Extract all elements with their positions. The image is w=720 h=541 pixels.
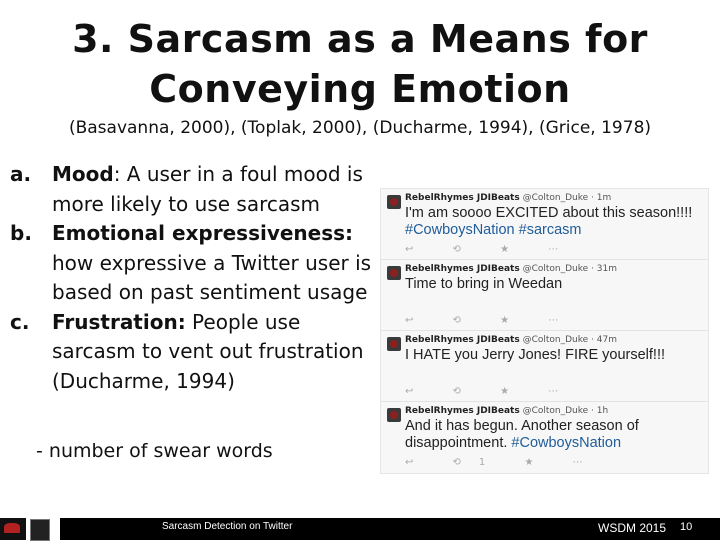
slide-title <box>40 14 680 114</box>
bullet-text: how expressive a Twitter user is based on past sentiment usage <box>52 250 372 304</box>
tweet-text <box>405 347 703 364</box>
tweet-author: RebelRhymes JDIBeats <box>405 406 520 416</box>
bullet-lead: Mood <box>52 162 114 186</box>
avatar <box>387 266 401 280</box>
tweet-author: RebelRhymes JDIBeats <box>405 335 520 345</box>
tweet-action-icons: ↩ ⟲ ★ ⋯ <box>405 315 577 326</box>
citations: (Basavanna, 2000), (Toplak, 2000), (Ducharme, 1994), (Grice, 1978) <box>68 118 652 138</box>
tweet-1 <box>381 189 708 260</box>
tweet-action-icons: ↩ ⟲ ★ ⋯ <box>405 244 577 255</box>
tweet-action-icons: ↩ ⟲1 ★ ⋯ <box>405 457 601 468</box>
bullet-item-mood <box>10 160 390 219</box>
title-line-1: 3. Sarcasm as a Means for <box>72 17 648 61</box>
lab-logo-icon <box>30 519 50 541</box>
tweet-text <box>405 276 703 293</box>
tweet-4 <box>381 402 708 472</box>
title-line-2: Conveying Emotion <box>149 67 571 111</box>
tweet-handle: @Colton_Duke · 1h <box>522 406 609 416</box>
avatar <box>387 195 401 209</box>
tweet-meta <box>405 264 617 274</box>
tweet-handle: @Colton_Duke · 47m <box>522 335 617 345</box>
bullet-letter: a. <box>10 162 32 186</box>
avatar <box>387 337 401 351</box>
tweet-3 <box>381 331 708 402</box>
bullet-lead: Frustration: <box>52 309 186 334</box>
bullet-lead: Emotional expressiveness: <box>52 221 354 245</box>
tweet-screenshot <box>380 188 709 474</box>
tweet-hashtags: #CowboysNation #sarcasm <box>405 222 582 238</box>
tweet-handle: @Colton_Duke · 31m <box>522 264 617 274</box>
page-number: 10 <box>680 521 693 533</box>
bullet-text: : A user in a foul mood is more likely to use sarcasm <box>52 162 363 216</box>
tweet-author: RebelRhymes JDIBeats <box>405 193 520 203</box>
bullet-letter: b. <box>10 221 32 245</box>
tweet-action-icons: ↩ ⟲ ★ ⋯ <box>405 386 577 397</box>
bullet-list <box>10 160 390 396</box>
university-logo-icon <box>0 518 26 540</box>
tweet-body: And it has begun. Another season of disappointment. <box>405 418 639 451</box>
tweet-handle: @Colton_Duke · 1m <box>522 193 612 203</box>
footer-conference: WSDM 2015 <box>598 521 667 535</box>
subnote: - number of swear words <box>36 440 273 462</box>
tweet-meta <box>405 406 608 416</box>
bullet-text: People use sarcasm to vent out frustration (Ducharme, 1994) <box>52 309 364 393</box>
tweet-body: Time to bring in Weedan <box>405 276 563 292</box>
tweet-2 <box>381 260 708 331</box>
tweet-meta <box>405 193 611 203</box>
tweet-body: I HATE you Jerry Jones! FIRE yourself!!! <box>405 347 666 363</box>
bullet-item-expressiveness <box>10 219 390 308</box>
tweet-text <box>405 418 703 452</box>
avatar <box>387 408 401 422</box>
tweet-hashtags: #CowboysNation <box>511 435 622 451</box>
footer <box>0 518 720 540</box>
tweet-text <box>405 205 703 239</box>
tweet-meta <box>405 335 617 345</box>
bullet-item-frustration <box>10 308 390 397</box>
footer-caption: Sarcasm Detection on Twitter <box>162 521 293 532</box>
tweet-body: I'm am soooo EXCITED about this season!!!! <box>405 205 693 221</box>
bullet-letter: c. <box>10 309 30 334</box>
tweet-author: RebelRhymes JDIBeats <box>405 264 520 274</box>
